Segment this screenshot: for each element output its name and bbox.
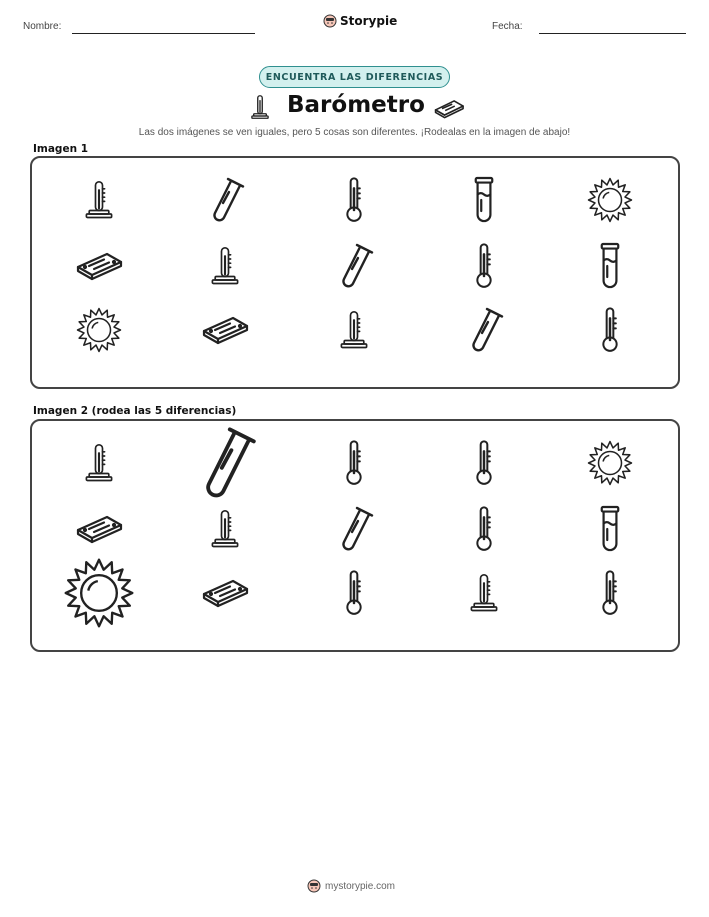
barometer-icon — [340, 305, 368, 355]
plaque-icon — [200, 313, 250, 347]
date-label: Fecha: — [492, 21, 523, 32]
plaque-icon — [74, 249, 124, 283]
thermometer-icon — [474, 505, 494, 553]
thermometer-icon — [344, 176, 364, 224]
test-tube-icon — [205, 175, 245, 225]
name-label: Nombre: — [23, 21, 62, 32]
test-tube-icon — [464, 305, 504, 355]
sun-icon — [76, 307, 122, 353]
image2-label: Imagen 2 (rodea las 5 diferencias) — [33, 405, 237, 417]
test-tube-liquid-icon — [599, 505, 621, 553]
image1-panel — [30, 156, 680, 389]
storypie-mascot-icon — [307, 879, 321, 893]
barometer-icon — [85, 438, 113, 488]
sun-icon — [63, 557, 134, 628]
test-tube-icon — [334, 241, 374, 291]
barometer-icon — [211, 504, 239, 554]
image1-label: Imagen 1 — [33, 143, 89, 155]
title-barometer-icon — [251, 92, 269, 122]
plaque-icon — [74, 512, 124, 546]
test-tube-icon — [334, 504, 374, 554]
barometer-icon — [211, 241, 239, 291]
activity-badge: ENCUENTRA LAS DIFERENCIAS — [259, 66, 450, 88]
brand-name: Storypie — [340, 14, 398, 28]
plaque-icon — [200, 576, 250, 610]
footer-site: mystorypie.com — [325, 880, 396, 892]
name-line[interactable] — [72, 33, 255, 34]
page-title: Barómetro — [287, 92, 425, 118]
brand-logo — [323, 14, 397, 28]
thermometer-icon — [344, 439, 364, 487]
thermometer-icon — [600, 306, 620, 354]
test-tube-icon — [193, 423, 257, 503]
image2-panel[interactable] — [30, 419, 680, 652]
sun-icon — [587, 177, 633, 223]
test-tube-liquid-icon — [599, 242, 621, 290]
barometer-icon — [470, 568, 498, 618]
sun-icon — [587, 440, 633, 486]
thermometer-icon — [344, 569, 364, 617]
storypie-mascot-icon — [323, 14, 337, 28]
instructions-text: Las dos imágenes se ven iguales, pero 5 cosas son diferentes. ¡Rodealas en la imagen de abajo! — [138, 127, 571, 138]
footer — [307, 879, 395, 893]
date-line[interactable] — [539, 33, 686, 34]
test-tube-liquid-icon — [473, 176, 495, 224]
thermometer-icon — [474, 242, 494, 290]
thermometer-icon — [600, 569, 620, 617]
title-plaque-icon — [433, 97, 465, 119]
barometer-icon — [85, 175, 113, 225]
thermometer-icon — [474, 439, 494, 487]
